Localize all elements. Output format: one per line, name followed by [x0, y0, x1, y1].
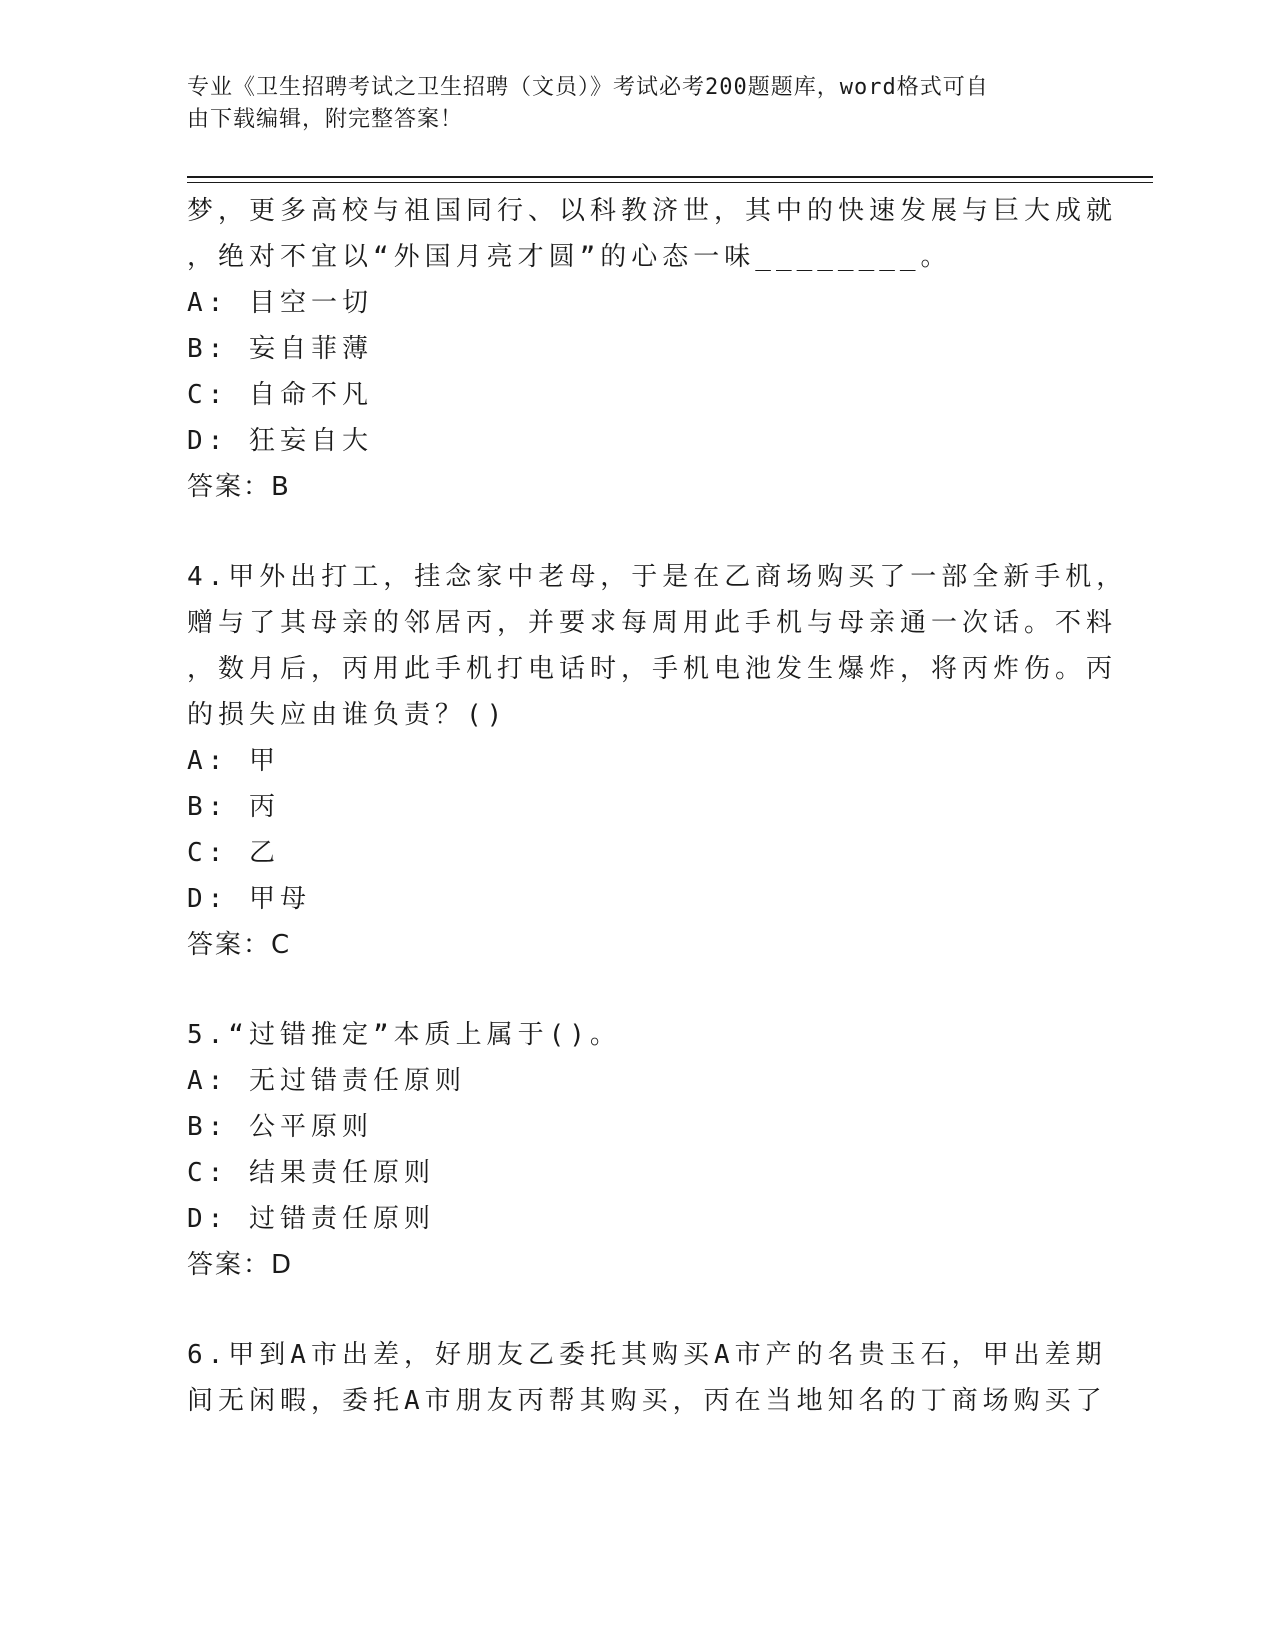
option-a: A: 甲 — [187, 746, 280, 776]
document-body — [187, 188, 1128, 1424]
question-3 — [187, 188, 1118, 510]
option-c: C: 自命不凡 — [187, 380, 373, 410]
header-title-line-1: 专业《卫生招聘考试之卫生招聘（文员）》考试必考200题题库，word格式可自 — [187, 75, 989, 100]
spacer — [187, 510, 1087, 554]
option-c: C: 结果责任原则 — [187, 1158, 435, 1188]
spacer — [187, 1288, 1087, 1332]
question-6 — [187, 1332, 1107, 1424]
option-b: B: 丙 — [187, 792, 280, 822]
option-b: B: 妄自菲薄 — [187, 334, 373, 364]
option-b: B: 公平原则 — [187, 1112, 373, 1142]
header-rule-thick — [187, 176, 1153, 178]
option-d: D: 狂妄自大 — [187, 426, 373, 456]
option-c: C: 乙 — [187, 838, 280, 868]
question-text-line: 6.甲到A市出差，好朋友乙委托其购买A市产的名贵玉石，甲出差期 — [187, 1340, 1107, 1370]
question-text-line: ，绝对不宜以“外国月亮才圆”的心态一味________。 — [187, 242, 952, 272]
question-text-line: 赠与了其母亲的邻居丙，并要求每周用此手机与母亲通一次话。不料 — [187, 608, 1118, 638]
question-text-line: ，数月后，丙用此手机打电话时，手机电池发生爆炸，将丙炸伤。丙 — [187, 654, 1118, 684]
answer-line: 答案：D — [187, 1250, 294, 1280]
question-5 — [187, 1012, 1087, 1288]
option-a: A: 无过错责任原则 — [187, 1066, 466, 1096]
question-4 — [187, 554, 1128, 968]
answer-line: 答案：C — [187, 930, 292, 960]
document-header — [187, 72, 1067, 136]
question-text-line: 间无闲暇，委托A市朋友丙帮其购买，丙在当地知名的丁商场购买了 — [187, 1386, 1107, 1416]
header-title-line-2: 由下载编辑，附完整答案！ — [187, 107, 464, 132]
question-text-line: 梦，更多高校与祖国同行、以科教济世，其中的快速发展与巨大成就 — [187, 196, 1118, 226]
option-d: D: 甲母 — [187, 884, 311, 914]
answer-line: 答案：B — [187, 472, 291, 502]
spacer — [187, 968, 1087, 1012]
question-text-line: 的损失应由谁负责？() — [187, 700, 508, 730]
question-text-line: 4.甲外出打工，挂念家中老母，于是在乙商场购买了一部全新手机， — [187, 562, 1128, 592]
option-a: A: 目空一切 — [187, 288, 373, 318]
header-rule-thin — [187, 182, 1153, 183]
option-d: D: 过错责任原则 — [187, 1204, 435, 1234]
question-text-line: 5.“过错推定”本质上属于()。 — [187, 1020, 621, 1050]
